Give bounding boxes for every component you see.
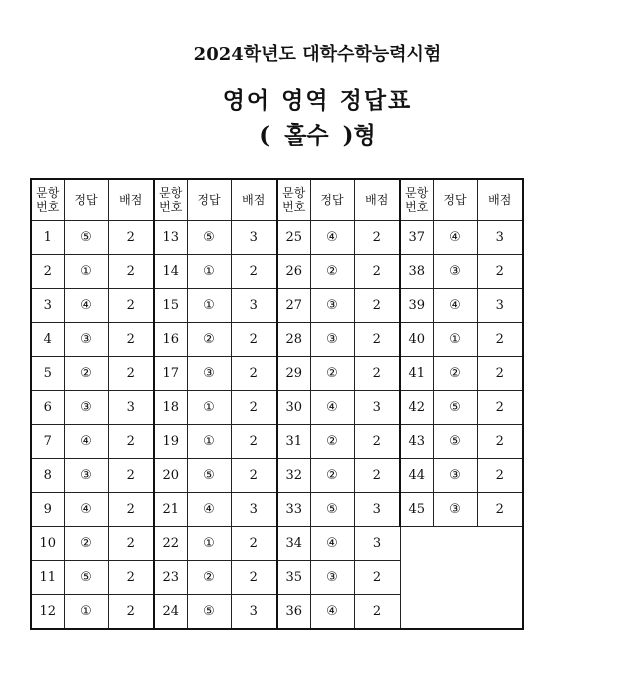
- header-answer: 정답: [187, 179, 231, 221]
- points-cell: 2: [477, 493, 523, 527]
- question-number-cell: 40: [400, 323, 433, 357]
- header-number: [400, 179, 433, 221]
- header-number-line1: 문항: [36, 186, 60, 200]
- question-number-cell: 5: [31, 357, 64, 391]
- points-cell: 2: [231, 561, 277, 595]
- answer-cell: ③: [433, 459, 477, 493]
- points-cell: 2: [354, 595, 400, 630]
- header-number-line2: 번호: [405, 200, 429, 214]
- header-points: 배점: [354, 179, 400, 221]
- points-cell: 2: [354, 221, 400, 255]
- answer-cell: ①: [187, 391, 231, 425]
- question-number-cell: 10: [31, 527, 64, 561]
- points-cell: 2: [477, 255, 523, 289]
- header-points: 배점: [231, 179, 277, 221]
- answer-key-title: 영어 영역 정답표: [222, 87, 413, 114]
- question-number-cell: 11: [31, 561, 64, 595]
- question-number-cell: 33: [277, 493, 310, 527]
- question-number-cell: 30: [277, 391, 310, 425]
- points-cell: 2: [108, 255, 154, 289]
- answer-cell: ③: [64, 459, 108, 493]
- question-number-cell: 35: [277, 561, 310, 595]
- empty-cell: [433, 527, 477, 561]
- answer-cell: ②: [187, 561, 231, 595]
- table-row: [31, 255, 523, 289]
- empty-cell: [477, 561, 523, 595]
- table-row: [31, 289, 523, 323]
- points-cell: 2: [477, 459, 523, 493]
- answer-cell: ①: [187, 527, 231, 561]
- header-number-line1: 문항: [282, 186, 306, 200]
- points-cell: 2: [108, 323, 154, 357]
- table-row: [31, 493, 523, 527]
- points-cell: 2: [477, 425, 523, 459]
- answer-cell: ④: [433, 289, 477, 323]
- answer-cell: ②: [310, 425, 354, 459]
- answer-cell: ⑤: [187, 595, 231, 630]
- answer-cell: ②: [310, 459, 354, 493]
- points-cell: 3: [354, 391, 400, 425]
- table-row: [31, 221, 523, 255]
- question-number-cell: 43: [400, 425, 433, 459]
- empty-cell: [433, 561, 477, 595]
- question-number-cell: 27: [277, 289, 310, 323]
- points-cell: 2: [231, 527, 277, 561]
- question-number-cell: 22: [154, 527, 187, 561]
- points-cell: 2: [231, 357, 277, 391]
- table-row: [31, 357, 523, 391]
- question-number-cell: 45: [400, 493, 433, 527]
- empty-cell: [477, 595, 523, 630]
- question-number-cell: 4: [31, 323, 64, 357]
- answer-cell: ③: [433, 255, 477, 289]
- answer-cell: ②: [433, 357, 477, 391]
- points-cell: 2: [108, 561, 154, 595]
- answer-cell: ④: [433, 221, 477, 255]
- exam-type-title: [0, 117, 635, 150]
- empty-cell: [477, 527, 523, 561]
- header-number: [154, 179, 187, 221]
- points-cell: 2: [354, 323, 400, 357]
- header-number: [277, 179, 310, 221]
- answer-cell: ①: [64, 255, 108, 289]
- exam-title: 2024학년도 대학수학능력시험: [193, 44, 442, 65]
- points-cell: 2: [108, 595, 154, 630]
- empty-cell: [433, 595, 477, 630]
- answer-cell: ②: [187, 323, 231, 357]
- points-cell: 3: [231, 595, 277, 630]
- points-cell: 2: [477, 357, 523, 391]
- answer-cell: ④: [64, 493, 108, 527]
- question-number-cell: 37: [400, 221, 433, 255]
- answer-cell: ④: [310, 391, 354, 425]
- points-cell: 2: [354, 255, 400, 289]
- points-cell: 2: [108, 425, 154, 459]
- question-number-cell: 16: [154, 323, 187, 357]
- empty-cell: [400, 595, 433, 630]
- points-cell: 2: [354, 425, 400, 459]
- points-cell: 2: [477, 391, 523, 425]
- question-number-cell: 29: [277, 357, 310, 391]
- empty-cell: [400, 561, 433, 595]
- header-answer: 정답: [433, 179, 477, 221]
- question-number-cell: 23: [154, 561, 187, 595]
- answer-cell: ③: [310, 561, 354, 595]
- points-cell: 2: [108, 357, 154, 391]
- question-number-cell: 19: [154, 425, 187, 459]
- points-cell: 2: [354, 357, 400, 391]
- header-number-line2: 번호: [159, 200, 183, 214]
- table-row: [31, 527, 523, 561]
- question-number-cell: 42: [400, 391, 433, 425]
- points-cell: 3: [354, 493, 400, 527]
- points-cell: 3: [231, 289, 277, 323]
- header-number-line1: 문항: [159, 186, 183, 200]
- points-cell: 2: [231, 459, 277, 493]
- question-number-cell: 36: [277, 595, 310, 630]
- question-number-cell: 32: [277, 459, 310, 493]
- table-row: [31, 391, 523, 425]
- points-cell: 2: [477, 323, 523, 357]
- answer-cell: ③: [310, 323, 354, 357]
- answer-cell: ④: [310, 527, 354, 561]
- answer-cell: ⑤: [187, 221, 231, 255]
- question-number-cell: 44: [400, 459, 433, 493]
- question-number-cell: 34: [277, 527, 310, 561]
- question-number-cell: 7: [31, 425, 64, 459]
- points-cell: 2: [231, 391, 277, 425]
- answer-cell: ⑤: [187, 459, 231, 493]
- question-number-cell: 9: [31, 493, 64, 527]
- question-number-cell: 39: [400, 289, 433, 323]
- table-row: [31, 561, 523, 595]
- header-number-line2: 번호: [36, 200, 60, 214]
- answer-cell: ④: [310, 595, 354, 630]
- header-number-line2: 번호: [282, 200, 306, 214]
- answer-cell: ②: [310, 357, 354, 391]
- answer-cell: ③: [64, 323, 108, 357]
- question-number-cell: 13: [154, 221, 187, 255]
- answer-cell: ⑤: [433, 425, 477, 459]
- answer-cell: ③: [310, 289, 354, 323]
- points-cell: 2: [231, 323, 277, 357]
- points-cell: 3: [354, 527, 400, 561]
- answer-cell: ④: [64, 289, 108, 323]
- points-cell: 3: [477, 289, 523, 323]
- points-cell: 3: [477, 221, 523, 255]
- points-cell: 3: [231, 221, 277, 255]
- question-number-cell: 38: [400, 255, 433, 289]
- question-number-cell: 1: [31, 221, 64, 255]
- points-cell: 2: [108, 221, 154, 255]
- answer-cell: ①: [187, 289, 231, 323]
- table-row: [31, 595, 523, 630]
- header-answer: 정답: [64, 179, 108, 221]
- points-cell: 2: [108, 459, 154, 493]
- points-cell: 3: [231, 493, 277, 527]
- table-row: [31, 459, 523, 493]
- answer-cell: ⑤: [64, 561, 108, 595]
- question-number-cell: 15: [154, 289, 187, 323]
- table-row: [31, 323, 523, 357]
- points-cell: 3: [108, 391, 154, 425]
- answer-cell: ①: [187, 255, 231, 289]
- question-number-cell: 21: [154, 493, 187, 527]
- question-number-cell: 25: [277, 221, 310, 255]
- question-number-cell: 14: [154, 255, 187, 289]
- answer-cell: ②: [310, 255, 354, 289]
- answer-cell: ④: [310, 221, 354, 255]
- question-number-cell: 26: [277, 255, 310, 289]
- question-number-cell: 24: [154, 595, 187, 630]
- answer-cell: ②: [64, 357, 108, 391]
- header-points: 배점: [477, 179, 523, 221]
- exam-type-name: 홀수: [284, 122, 329, 149]
- header-number-line1: 문항: [405, 186, 429, 200]
- question-number-cell: 20: [154, 459, 187, 493]
- answer-cell: ①: [64, 595, 108, 630]
- question-number-cell: 28: [277, 323, 310, 357]
- answer-cell: ①: [433, 323, 477, 357]
- answer-cell: ④: [187, 493, 231, 527]
- answer-cell: ④: [64, 425, 108, 459]
- points-cell: 2: [231, 255, 277, 289]
- question-number-cell: 18: [154, 391, 187, 425]
- question-number-cell: 6: [31, 391, 64, 425]
- answer-cell: ①: [187, 425, 231, 459]
- table-row: [31, 425, 523, 459]
- empty-cell: [400, 527, 433, 561]
- answer-cell: ③: [64, 391, 108, 425]
- question-number-cell: 41: [400, 357, 433, 391]
- answer-cell: ③: [433, 493, 477, 527]
- points-cell: 2: [354, 561, 400, 595]
- points-cell: 2: [108, 527, 154, 561]
- paren-close-type: )형: [342, 122, 376, 149]
- points-cell: 2: [354, 459, 400, 493]
- points-cell: 2: [231, 425, 277, 459]
- question-number-cell: 31: [277, 425, 310, 459]
- paren-open: (: [259, 122, 271, 149]
- header-answer: 정답: [310, 179, 354, 221]
- question-number-cell: 17: [154, 357, 187, 391]
- points-cell: 2: [108, 289, 154, 323]
- points-cell: 2: [354, 289, 400, 323]
- question-number-cell: 3: [31, 289, 64, 323]
- question-number-cell: 2: [31, 255, 64, 289]
- question-number-cell: 12: [31, 595, 64, 630]
- answer-cell: ⑤: [310, 493, 354, 527]
- header-number: [31, 179, 64, 221]
- answer-key-table: [30, 178, 524, 630]
- answer-cell: ②: [64, 527, 108, 561]
- answer-cell: ③: [187, 357, 231, 391]
- answer-cell: ⑤: [64, 221, 108, 255]
- question-number-cell: 8: [31, 459, 64, 493]
- points-cell: 2: [108, 493, 154, 527]
- header-points: 배점: [108, 179, 154, 221]
- table-header-row: [31, 179, 523, 221]
- answer-cell: ⑤: [433, 391, 477, 425]
